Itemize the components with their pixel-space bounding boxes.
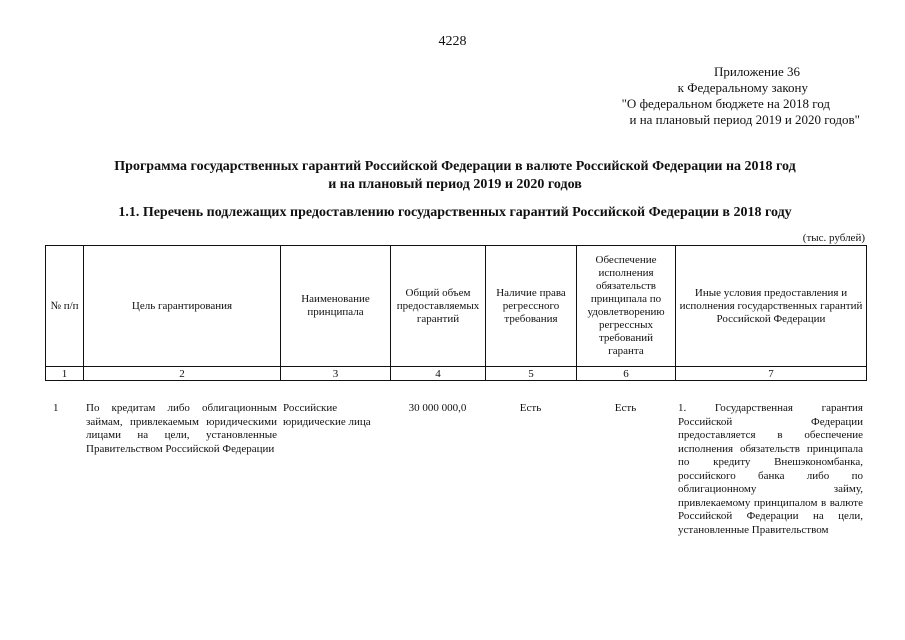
appendix-line: и на плановый период 2019 и 2020 годов" [629, 112, 860, 127]
units-label: (тыс. рублей) [802, 232, 865, 244]
document-title-line: и на плановый период 2019 и 2020 годов [328, 177, 582, 192]
column-number: 7 [676, 367, 867, 381]
column-header: Наличие права регрессного требования [486, 246, 577, 367]
document-title-line: Программа государственных гарантий Российской Федерации в валюте Российской Федерации на 2018 год [114, 159, 796, 174]
document-title [40, 158, 870, 194]
column-number: 4 [391, 367, 486, 381]
column-header: Иные условия предоставления и исполнения государственных гарантий Российской Федерации [676, 246, 867, 367]
column-header: Цель гарантирования [84, 246, 281, 367]
column-number: 3 [281, 367, 391, 381]
page-number: 4228 [438, 34, 467, 49]
appendix-note [560, 64, 860, 128]
column-header: № п/п [46, 246, 84, 367]
table-row [45, 402, 866, 537]
principal-name: Российские юридические лица [283, 402, 371, 428]
guarantee-purpose: По кредитам либо облигационным займам, привлекаемым юридическими лицами на цели, установленные Правительством Российской Федерации [86, 402, 277, 455]
column-number-row [46, 367, 867, 381]
column-header: Общий объем предоставляемых гарантий [391, 246, 486, 367]
principal-security: Есть [614, 402, 637, 414]
guarantees-table-body [45, 402, 866, 537]
column-number: 1 [46, 367, 84, 381]
column-header: Обеспечение исполнения обязательств принципала по удовлетворению регрессных требований гаранта [577, 246, 676, 367]
regress-right: Есть [519, 402, 542, 414]
section-title: 1.1. Перечень подлежащих предоставлению государственных гарантий Российской Федерации в 2018 году [118, 205, 792, 220]
column-number: 2 [84, 367, 281, 381]
row-number: 1 [53, 402, 59, 414]
appendix-line: "О федеральном бюджете на 2018 год [621, 96, 830, 111]
column-number: 5 [486, 367, 577, 381]
guarantees-table-header [45, 245, 867, 381]
table-header-row [46, 246, 867, 367]
appendix-line: к Федеральному закону [677, 80, 808, 95]
other-conditions: 1. Государственная гарантия Российской Федерации предоставляется в обеспечение исполнения обязательств принципала по кредиту Внешэкономбанка, российского банка либо по облигационному займу, привлекаемому принципалом в валюте Российской Федерации на цели, установленные Правительством [678, 402, 863, 536]
column-header: Наименование принципала [281, 246, 391, 367]
appendix-line: Приложение 36 [713, 64, 800, 79]
guarantee-volume: 30 000 000,0 [408, 402, 467, 414]
column-number: 6 [577, 367, 676, 381]
